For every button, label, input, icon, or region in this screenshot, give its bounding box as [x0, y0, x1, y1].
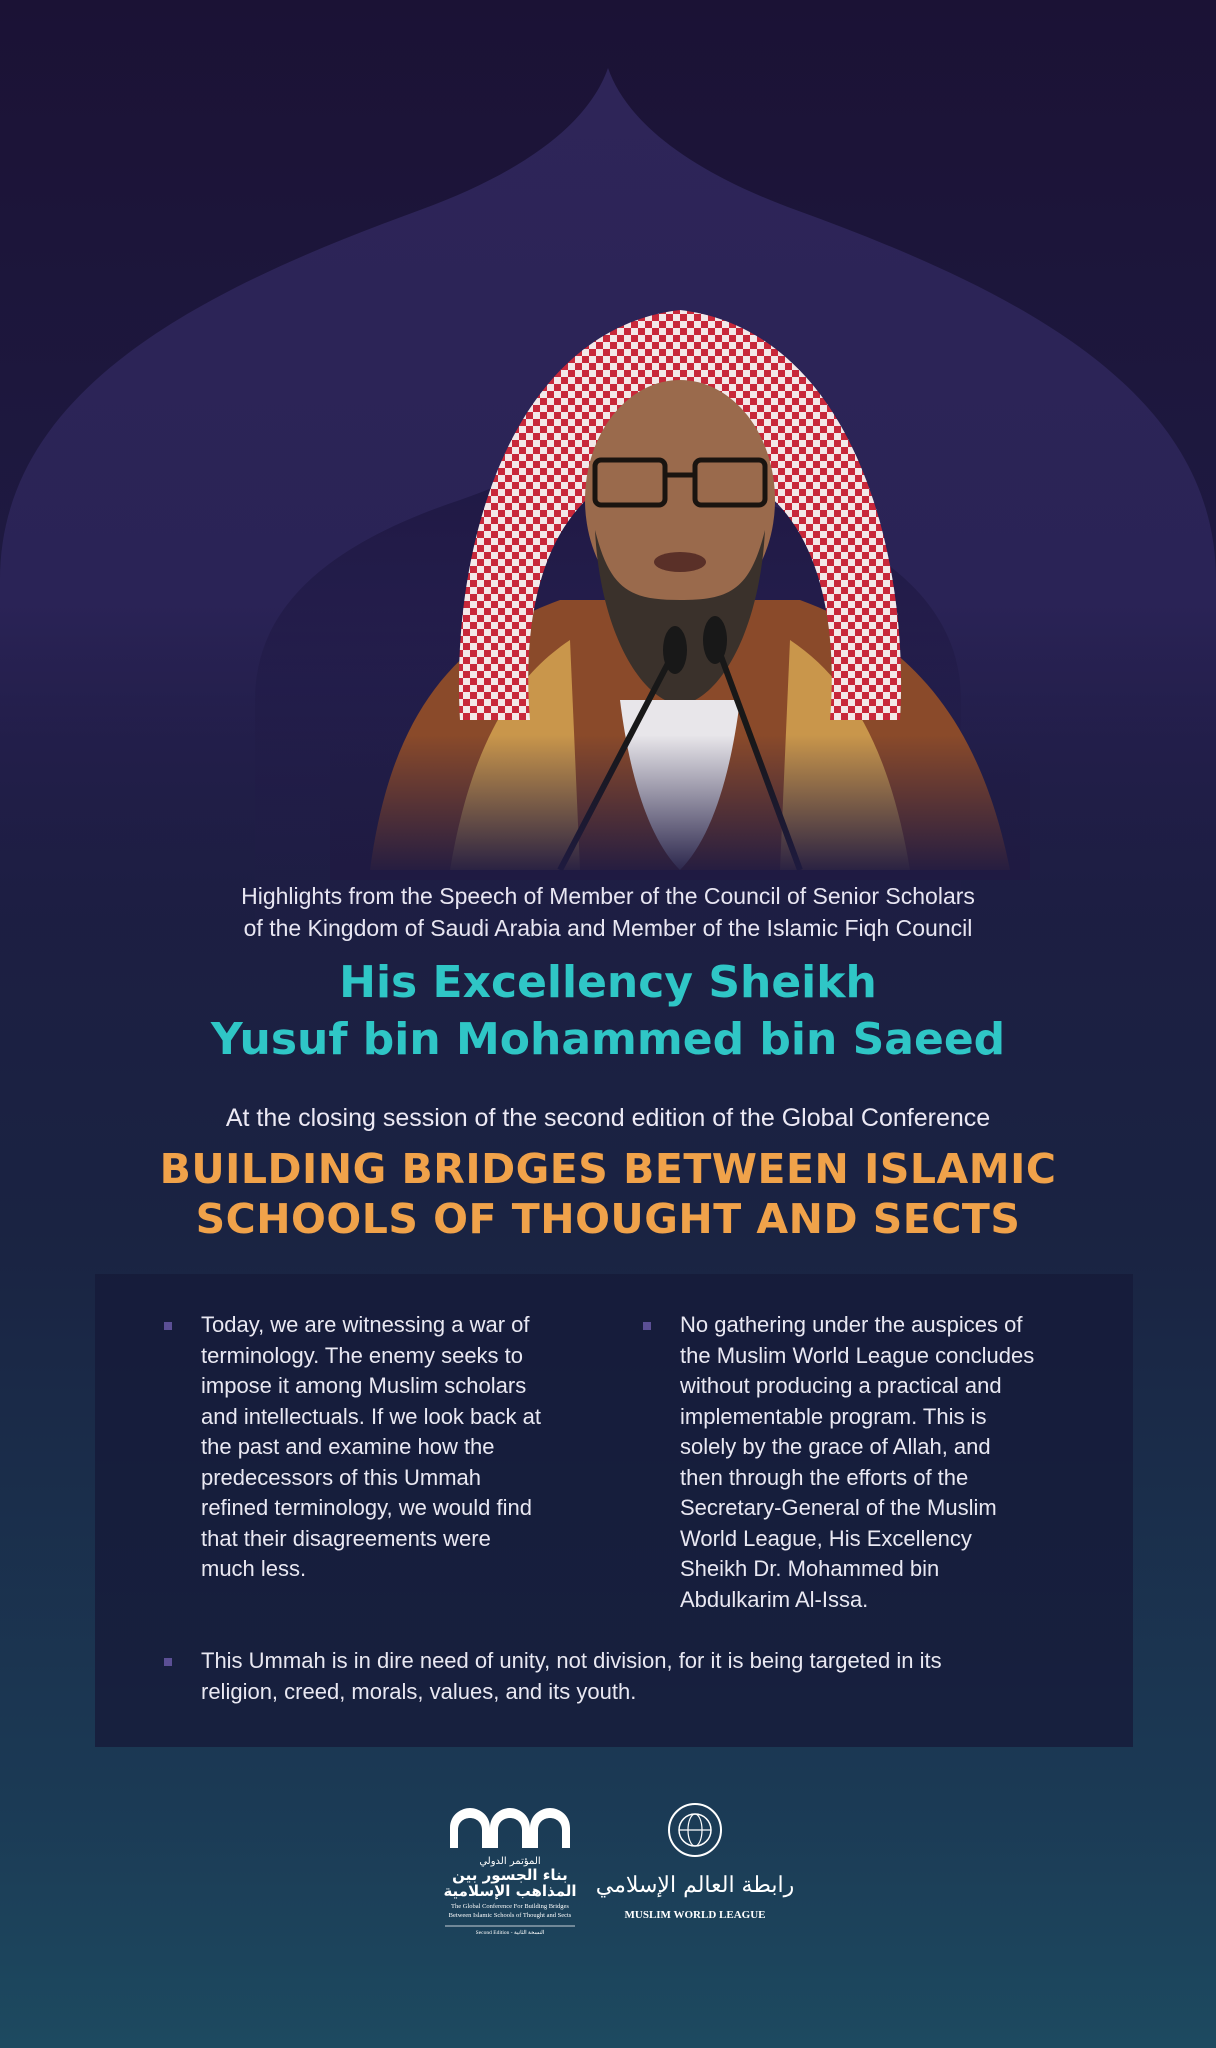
- highlight-right-line: Secretary-General of the Muslim: [680, 1495, 997, 1520]
- highlight-right-line: implementable program. This is: [680, 1403, 987, 1429]
- conference-logo: [440, 1800, 580, 1940]
- conference-logo-english-1: The Global Conference For Building Bridges: [451, 1903, 569, 1910]
- highlights-panel: [95, 1274, 1133, 1747]
- speaker-photo: [330, 300, 1030, 880]
- intro-line-2: of the Kingdom of Saudi Arabia and Member of the Islamic Fiqh Council: [243, 915, 973, 941]
- highlight-left-line: the past and examine how the: [201, 1434, 495, 1459]
- conference-title-line-2: SCHOOLS OF THOUGHT AND SECTS: [195, 1195, 1021, 1243]
- logos-footer: [0, 1800, 1216, 1950]
- highlight-right-line: Sheikh Dr. Mohammed bin: [680, 1556, 940, 1581]
- highlight-left-line: Today, we are witnessing a war of: [201, 1312, 530, 1337]
- conference-logo-arabic-3: المذاهب الإسلامية: [443, 1882, 577, 1900]
- conference-logo-arabic-1: المؤتمر الدولي: [479, 1856, 541, 1867]
- bullet-square-icon: [643, 1322, 651, 1330]
- highlight-left-line: impose it among Muslim scholars: [201, 1373, 527, 1398]
- conference-logo-arabic-2: بناء الجسور بين: [452, 1866, 568, 1884]
- highlight-left-line: refined terminology, we would find: [201, 1495, 532, 1520]
- header-text-block: [0, 880, 1216, 1244]
- highlight-left-line: much less.: [201, 1556, 307, 1581]
- speaker-name-line-1: His Excellency Sheikh: [339, 957, 877, 1008]
- highlight-right-line: No gathering under the auspices of: [680, 1312, 1023, 1337]
- highlight-bottom-line: This Ummah is in dire need of unity, not division, for it is being targeted in its: [201, 1648, 942, 1673]
- speaker-name-line-2: Yusuf bin Mohammed bin Saeed: [210, 1014, 1006, 1065]
- highlight-left-line: terminology. The enemy seeks to: [201, 1342, 524, 1368]
- session-text: At the closing session of the second edition of the Global Conference: [225, 1104, 991, 1132]
- highlight-right-line: the Muslim World League concludes: [680, 1342, 1035, 1368]
- highlight-bottom-line: religion, creed, morals, values, and its youth.: [201, 1678, 637, 1704]
- mwl-logo-arabic: رابطة العالم الإسلامي: [595, 1873, 795, 1898]
- highlight-bottom: [201, 1646, 1101, 1707]
- highlight-right-line: without producing a practical and: [680, 1373, 1002, 1398]
- mwl-logo-english: MUSLIM WORLD LEAGUE: [624, 1909, 766, 1921]
- speaker-name: [0, 954, 1216, 1068]
- highlight-right-line: World League, His Excellency: [680, 1525, 972, 1551]
- highlight-right-line: solely by the grace of Allah, and: [680, 1434, 991, 1459]
- highlight-left-line: predecessors of this Ummah: [201, 1464, 481, 1490]
- mwl-logo: [595, 1800, 795, 1940]
- highlight-left-line: and intellectuals. If we look back at: [201, 1403, 541, 1429]
- highlight-left: [201, 1310, 621, 1585]
- conference-title: [0, 1144, 1216, 1244]
- conference-logo-edition: Second Edition - النسخة الثانية: [475, 1930, 545, 1936]
- highlight-right-line: then through the efforts of the: [680, 1464, 969, 1490]
- bullet-square-icon: [164, 1322, 172, 1330]
- highlight-right: [680, 1310, 1110, 1615]
- bullet-square-icon: [164, 1658, 172, 1666]
- highlight-right-line: Abdulkarim Al-Issa.: [680, 1586, 869, 1612]
- conference-title-line-1: BUILDING BRIDGES BETWEEN ISLAMIC: [159, 1145, 1057, 1193]
- conference-logo-english-2: Between Islamic Schools of Thought and Sects: [448, 1912, 572, 1919]
- intro-line-1: Highlights from the Speech of Member of the Council of Senior Scholars: [241, 883, 975, 909]
- highlight-left-line: that their disagreements were: [201, 1525, 491, 1551]
